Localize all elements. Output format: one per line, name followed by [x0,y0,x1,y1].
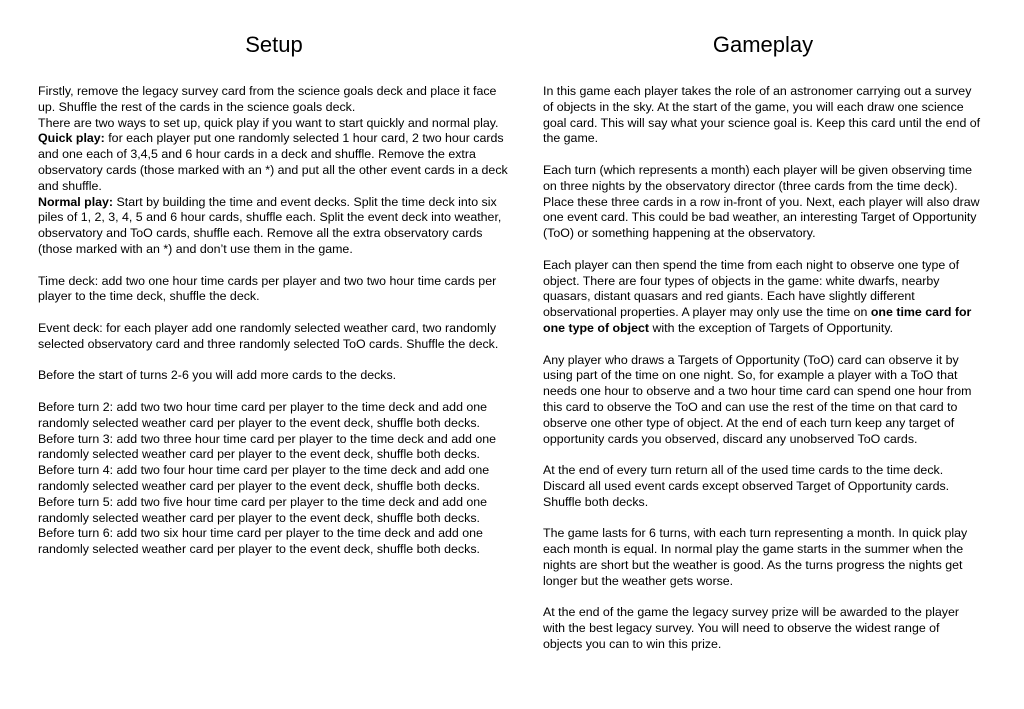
event-deck-paragraph: Event deck: for each player add one randomly selected weather card, two randomly selected observatory card and three randomly selected ToO cards. Shuffle the deck. [38,320,499,351]
turn-6-paragraph: Before turn 6: add two six hour time card per player to the time deck and add one randomly selected weather card per player to the event deck, shuffle both decks. [38,526,483,557]
normal-play-label: Normal play: [38,194,114,209]
spend-time-paragraph [543,258,981,337]
time-deck-paragraph: Time deck: add two one hour time cards per player and two two hour time cards per player to the time deck, shuffle the deck. [38,273,497,304]
gameplay-intro-paragraph: In this game each player takes the role of an astronomer carrying out a survey of objects in the sky. At the start of the game, you will each draw one science goal card. This will say what your science goal is. Keep this card until the end of the game. [543,84,981,146]
turn-3-paragraph: Before turn 3: add two three hour time card per player to the time deck and add one randomly selected weather card per player to the event deck, shuffle both decks. [38,431,497,462]
legacy-prize-paragraph: At the end of the game the legacy survey prize will be awarded to the player with the best legacy survey. You will need to observe the widest range of objects you can to win this prize. [543,605,960,651]
game-length-paragraph: The game lasts for 6 turns, with each turn representing a month. In quick play each month is equal. In normal play the game starts in the summer when the nights are short but the weather is good. As the turns progress the nights get longer but the weather gets worse. [543,526,968,588]
spend-time-text-end: with the exception of Targets of Opportunity. [649,320,894,335]
quick-play-text: for each player put one randomly selected 1 hour card, 2 two hour cards and one each of 3,4,5 and 6 hour cards in a deck and shuffle. Remove the extra observatory cards (those marked with an *) and put all the other event cards in a deck and shuffle. [38,131,508,193]
setup-intro-paragraph: Firstly, remove the legacy survey card from the science goals deck and place it face up. Shuffle the rest of the cards in the science goals deck. [38,84,497,114]
gameplay-heading: Gameplay [712,32,814,57]
spend-time-bold-rule: one time card for one type of object [543,305,972,335]
gameplay-body [543,84,981,653]
setup-ways-paragraph: There are two ways to set up, quick play if you want to start quickly and normal play. [38,115,499,130]
setup-heading: Setup [245,32,303,57]
setup-body [38,84,508,558]
before-turns-paragraph: Before the start of turns 2-6 you will add more cards to the decks. [38,368,397,383]
quick-play-label: Quick play: [38,131,105,146]
normal-play-paragraph [38,195,508,258]
turn-4-paragraph: Before turn 4: add two four hour time card per player to the time deck and add one randomly selected weather card per player to the event deck, shuffle both decks. [38,463,490,493]
turn-2-paragraph: Before turn 2: add two two hour time card per player to the time deck and add one randomly selected weather card per player to the event deck, shuffle both decks. [38,399,488,430]
normal-play-text: Start by building the time and event decks. Split the time deck into six piles of 1, 2, 3, 4, 5 and 6 hour cards, shuffle each. Split the event deck into weather, observatory and ToO cards, shuffle each. Remove all the extra observatory cards (those marked with an *) and don’t use them in the game. [38,194,502,256]
too-paragraph: Any player who draws a Targets of Opportunity (ToO) card can observe it by using part of the time on one night. So, for example a player with a ToO that needs one hour to observe and a two hour time card can spend one hour from this card to observe the ToO and can use the rest of the time on that card to observe one other type of object. At the end of each turn keep any target of opportunity cards you observed, discard any unobserved ToO cards. [543,352,972,446]
each-turn-paragraph: Each turn (which represents a month) each player will be given observing time on three nights by the observatory director (three cards from the time deck). Place these three cards in a row in-front of you. Next, each player will also draw one event card. This could be bad weather, an interesting Target of Opportunity (ToO) or something happening at the observatory. [543,162,980,241]
turn-5-paragraph: Before turn 5: add two five hour time card per player to the time deck and add one randomly selected weather card per player to the event deck, shuffle both decks. [38,494,488,525]
quick-play-paragraph [38,131,508,194]
end-of-turn-paragraph: At the end of every turn return all of the used time cards to the time deck. Discard all used event cards except observed Target of Opportunity cards. Shuffle both decks. [543,463,950,509]
spend-time-text-start: Each player can then spend the time from each night to observe one type of object. There are four types of objects in the game: white dwarfs, nearby quasars, distant quasars and red giants. Each have slightly different observational properties. A player may only use the time on [543,257,960,320]
